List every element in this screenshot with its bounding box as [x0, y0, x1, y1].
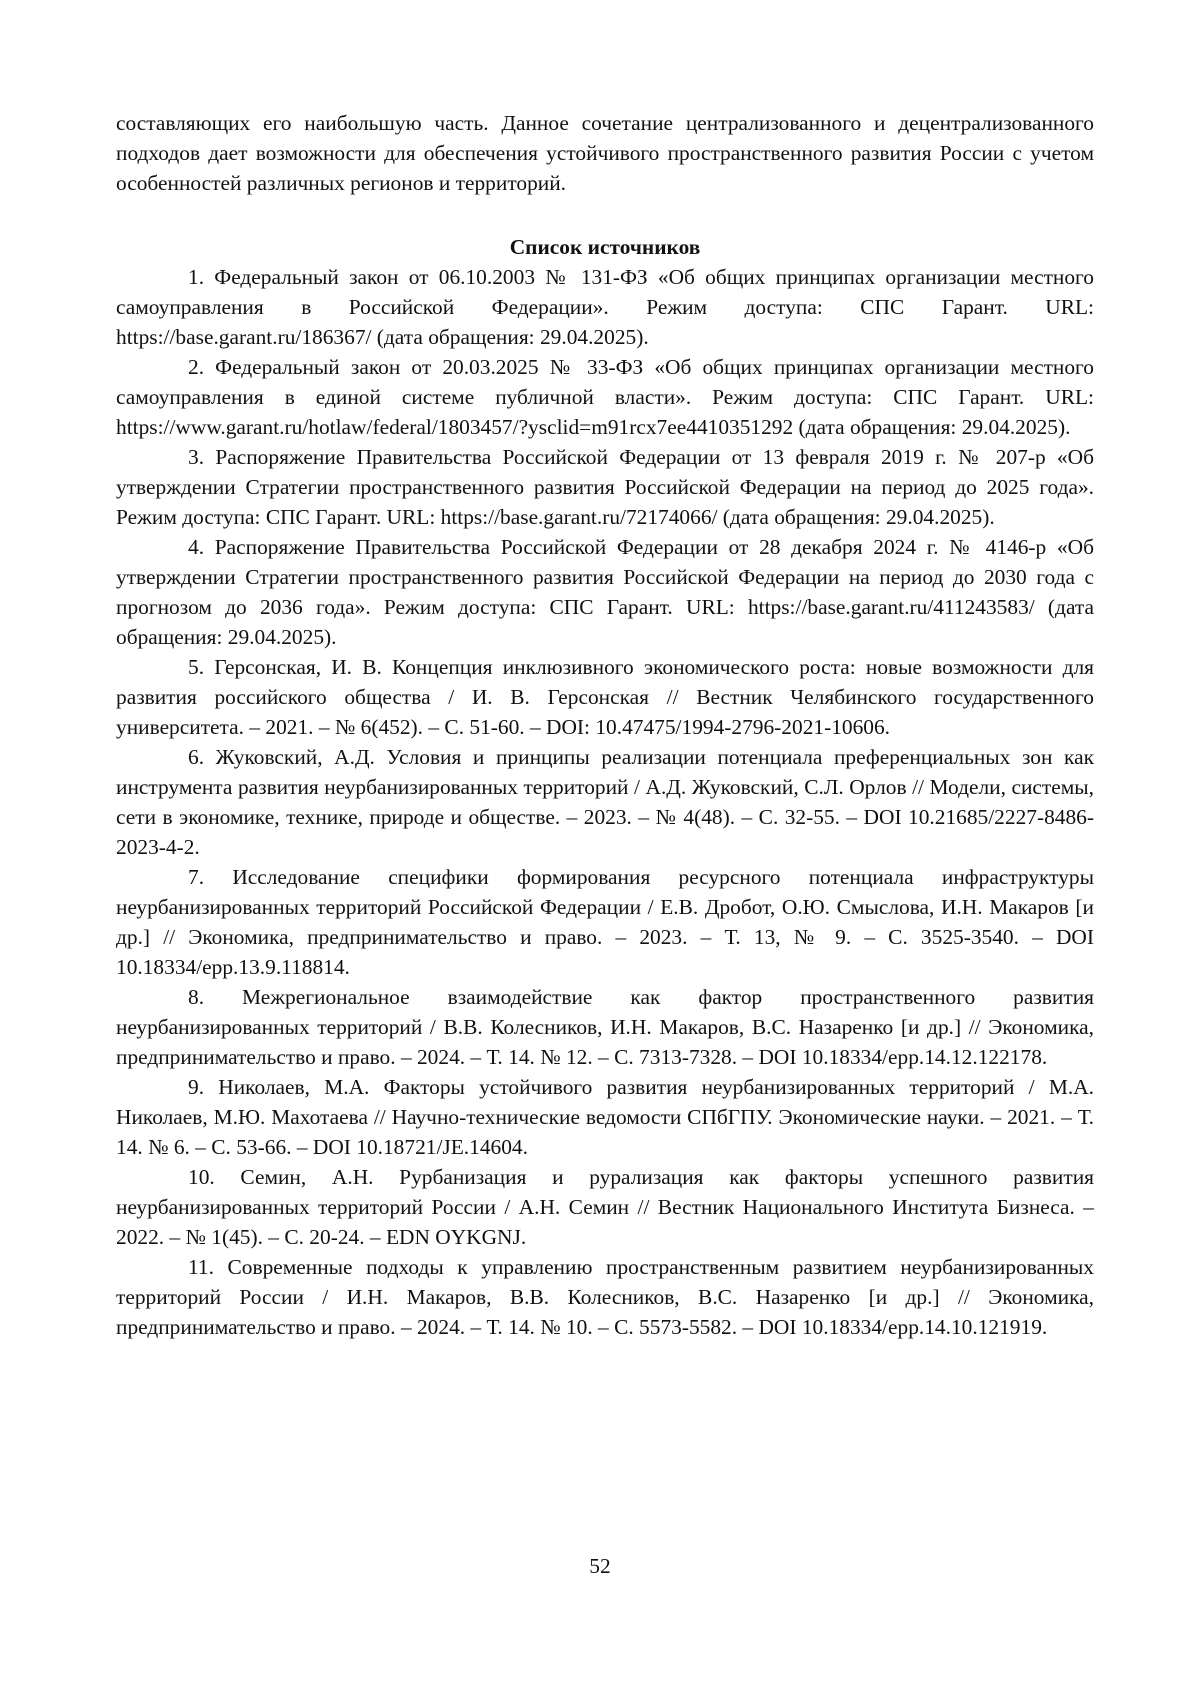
- reference-item: 7. Исследование специфики формирования ресурсного потенциала инфраструктуры неурбанизированных территорий Российской Федерации / Е.В. Дробот, О.Ю. Смыслова, И.Н. Макаров [и др.] // Экономика, предпринимательство и право. – 2023. – Т. 13, № 9. – С. 3525-3540. – DOI 10.18334/epp.13.9.118814.: [116, 862, 1094, 982]
- document-page: [116, 108, 1094, 1342]
- reference-item: 1. Федеральный закон от 06.10.2003 № 131-ФЗ «Об общих принципах организации местного самоуправления в Российской Федерации». Режим доступа: СПС Гарант. URL: https://base.garant.ru/186367/ (дата обращения: 29.04.2025).: [116, 262, 1094, 352]
- page-number: 52: [0, 1554, 1200, 1579]
- reference-item: 9. Николаев, М.А. Факторы устойчивого развития неурбанизированных территорий / М.А. Николаев, М.Ю. Махотаева // Научно-технические ведомости СПбГПУ. Экономические науки. – 2021. – Т. 14. № 6. – С. 53-66. – DOI 10.18721/JE.14604.: [116, 1072, 1094, 1162]
- reference-item: 6. Жуковский, А.Д. Условия и принципы реализации потенциала преференциальных зон как инструмента развития неурбанизированных территорий / А.Д. Жуковский, С.Л. Орлов // Модели, системы, сети в экономике, технике, природе и обществе. – 2023. – № 4(48). – С. 32-55. – DOI 10.21685/2227-8486-2023-4-2.: [116, 742, 1094, 862]
- reference-item: 10. Семин, А.Н. Рурбанизация и рурализация как факторы успешного развития неурбанизированных территорий России / А.Н. Семин // Вестник Национального Института Бизнеса. – 2022. – № 1(45). – С. 20-24. – EDN OYKGNJ.: [116, 1162, 1094, 1252]
- intro-paragraph: составляющих его наибольшую часть. Данное сочетание централизованного и децентрализованного подходов дает возможности для обеспечения устойчивого пространственного развития России с учетом особенностей различных регионов и территорий.: [116, 108, 1094, 198]
- reference-item: 5. Герсонская, И. В. Концепция инклюзивного экономического роста: новые возможности для развития российского общества / И. В. Герсонская // Вестник Челябинского государственного университета. – 2021. – № 6(452). – С. 51-60. – DOI: 10.47475/1994-2796-2021-10606.: [116, 652, 1094, 742]
- references-heading: Список источников: [116, 232, 1094, 262]
- reference-item: 4. Распоряжение Правительства Российской Федерации от 28 декабря 2024 г. № 4146-р «Об утверждении Стратегии пространственного развития Российской Федерации на период до 2030 года с прогнозом до 2036 года». Режим доступа: СПС Гарант. URL: https://base.garant.ru/411243583/ (дата обращения: 29.04.2025).: [116, 532, 1094, 652]
- references-list: [116, 262, 1094, 1342]
- reference-item: 11. Современные подходы к управлению пространственным развитием неурбанизированных территорий России / И.Н. Макаров, В.В. Колесников, В.С. Назаренко [и др.] // Экономика, предпринимательство и право. – 2024. – Т. 14. № 10. – С. 5573-5582. – DOI 10.18334/epp.14.10.121919.: [116, 1252, 1094, 1342]
- reference-item: 2. Федеральный закон от 20.03.2025 № 33-ФЗ «Об общих принципах организации местного самоуправления в единой системе публичной власти». Режим доступа: СПС Гарант. URL: https://www.garant.ru/hotlaw/federal/1803457/?ysclid=m91rcx7ee4410351292 (дата обращения: 29.04.2025).: [116, 352, 1094, 442]
- reference-item: 3. Распоряжение Правительства Российской Федерации от 13 февраля 2019 г. № 207-р «Об утверждении Стратегии пространственного развития Российской Федерации на период до 2025 года». Режим доступа: СПС Гарант. URL: https://base.garant.ru/72174066/ (дата обращения: 29.04.2025).: [116, 442, 1094, 532]
- reference-item: 8. Межрегиональное взаимодействие как фактор пространственного развития неурбанизированных территорий / В.В. Колесников, И.Н. Макаров, В.С. Назаренко [и др.] // Экономика, предпринимательство и право. – 2024. – Т. 14. № 12. – С. 7313-7328. – DOI 10.18334/epp.14.12.122178.: [116, 982, 1094, 1072]
